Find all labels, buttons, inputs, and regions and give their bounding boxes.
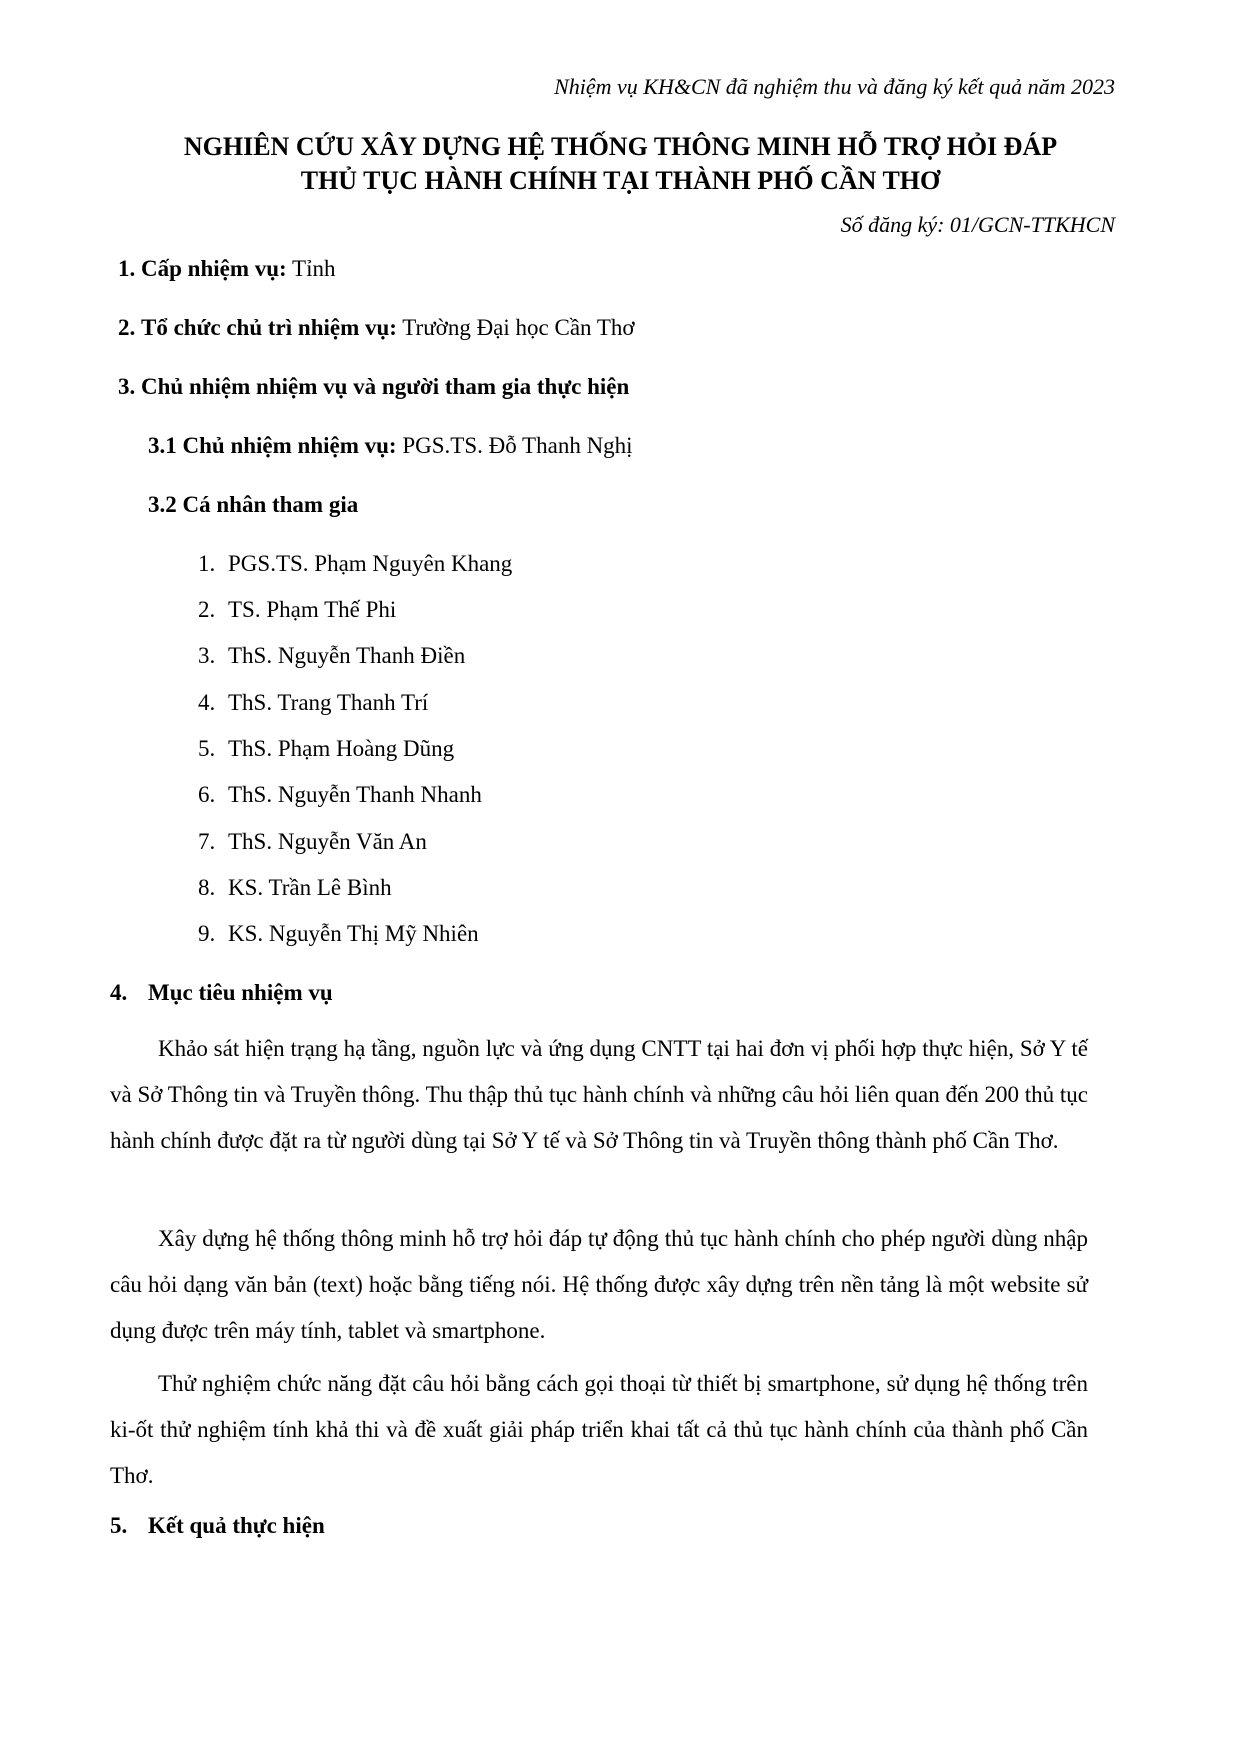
title-line-1: NGHIÊN CỨU XÂY DỰNG HỆ THỐNG THÔNG MINH HỖ TRỢ HỎI ĐÁP xyxy=(183,132,1058,161)
participant-name: KS. Nguyễn Thị Mỹ Nhiên xyxy=(228,921,479,946)
section-2-label: Tổ chức chủ trì nhiệm vụ: xyxy=(141,315,397,340)
section-1-num: 1. xyxy=(118,256,136,281)
section-1-label: Cấp nhiệm vụ: xyxy=(141,256,287,281)
section-1-value: Tỉnh xyxy=(286,256,336,281)
participant-item: 6. ThS. Nguyễn Thanh Nhanh xyxy=(198,782,482,807)
participant-name: TS. Phạm Thế Phi xyxy=(228,597,397,622)
section-3-2-label: 3.2 Cá nhân tham gia xyxy=(148,492,359,517)
participant-name: ThS. Nguyễn Thanh Nhanh xyxy=(228,782,482,807)
section-3-1-value: PGS.TS. Đỗ Thanh Nghị xyxy=(396,433,633,458)
participant-name: ThS. Nguyễn Văn An xyxy=(228,829,427,854)
participant-name: ThS. Trang Thanh Trí xyxy=(228,690,429,715)
section-4-num: 4. xyxy=(110,980,128,1005)
participant-item: 7. ThS. Nguyễn Văn An xyxy=(198,829,427,854)
objective-paragraph-3: Thử nghiệm chức năng đặt câu hỏi bằng cách gọi thoại từ thiết bị smartphone, sử dụng hệ thống trên ki-ốt thử nghiệm tính khả thi và đề xuất giải pháp triển khai tất cả thủ tục hành chính của thành phố Cần Thơ. xyxy=(110,1371,1088,1488)
section-2-value: Trường Đại học Cần Thơ xyxy=(396,315,635,340)
section-3-1 xyxy=(148,433,633,459)
objective-paragraph-1: Khảo sát hiện trạng hạ tầng, nguồn lực và ứng dụng CNTT tại hai đơn vị phối hợp thực hiện, Sở Y tế và Sở Thông tin và Truyền thông. Thu thập thủ tục hành chính và những câu hỏi liên quan đến 200 thủ tục hành chính được đặt ra từ người dùng tại Sở Y tế và Sở Thông tin và Truyền thông thành phố Cần Thơ. xyxy=(110,1036,1088,1153)
section-3-1-label: 3.1 Chủ nhiệm nhiệm vụ: xyxy=(148,433,397,458)
participant-item: 8. KS. Trần Lê Bình xyxy=(198,875,392,900)
section-5 xyxy=(110,1513,325,1539)
section-5-label: Kết quả thực hiện xyxy=(148,1513,325,1538)
section-3-2 xyxy=(148,492,358,518)
title-line-2: THỦ TỤC HÀNH CHÍNH TẠI THÀNH PHỐ CẦN THƠ xyxy=(300,166,941,195)
participant-item: 2. TS. Phạm Thế Phi xyxy=(198,597,397,622)
participant-name: KS. Trần Lê Bình xyxy=(228,875,392,900)
participant-item: 9. KS. Nguyễn Thị Mỹ Nhiên xyxy=(198,921,479,946)
section-3-num: 3. xyxy=(118,374,136,399)
participant-item: 1. PGS.TS. Phạm Nguyên Khang xyxy=(198,551,513,576)
header-note: Nhiệm vụ KH&CN đã nghiệm thu và đăng ký kết quả năm 2023 xyxy=(554,74,1115,99)
registration-number: Số đăng ký: 01/GCN-TTKHCN xyxy=(840,212,1115,237)
section-1 xyxy=(118,256,335,282)
section-4-label: Mục tiêu nhiệm vụ xyxy=(148,980,333,1005)
participant-item: 5. ThS. Phạm Hoàng Dũng xyxy=(198,736,455,761)
section-2 xyxy=(118,315,635,341)
section-2-num: 2. xyxy=(118,315,136,340)
participant-name: PGS.TS. Phạm Nguyên Khang xyxy=(228,551,513,576)
section-3-label: Chủ nhiệm nhiệm vụ và người tham gia thực hiện xyxy=(141,374,630,399)
participant-name: ThS. Nguyễn Thanh Điền xyxy=(228,643,466,668)
objective-paragraph-2: Xây dựng hệ thống thông minh hỗ trợ hỏi đáp tự động thủ tục hành chính cho phép người dùng nhập câu hỏi dạng văn bản (text) hoặc bằng tiếng nói. Hệ thống được xây dựng trên nền tảng là một website sử dụng được trên máy tính, tablet và smartphone. xyxy=(110,1226,1088,1343)
section-4 xyxy=(110,980,333,1006)
participant-item: 4. ThS. Trang Thanh Trí xyxy=(198,690,429,715)
section-3 xyxy=(118,374,629,400)
participant-name: ThS. Phạm Hoàng Dũng xyxy=(228,736,455,761)
participant-item: 3. ThS. Nguyễn Thanh Điền xyxy=(198,643,466,668)
section-5-num: 5. xyxy=(110,1513,128,1538)
